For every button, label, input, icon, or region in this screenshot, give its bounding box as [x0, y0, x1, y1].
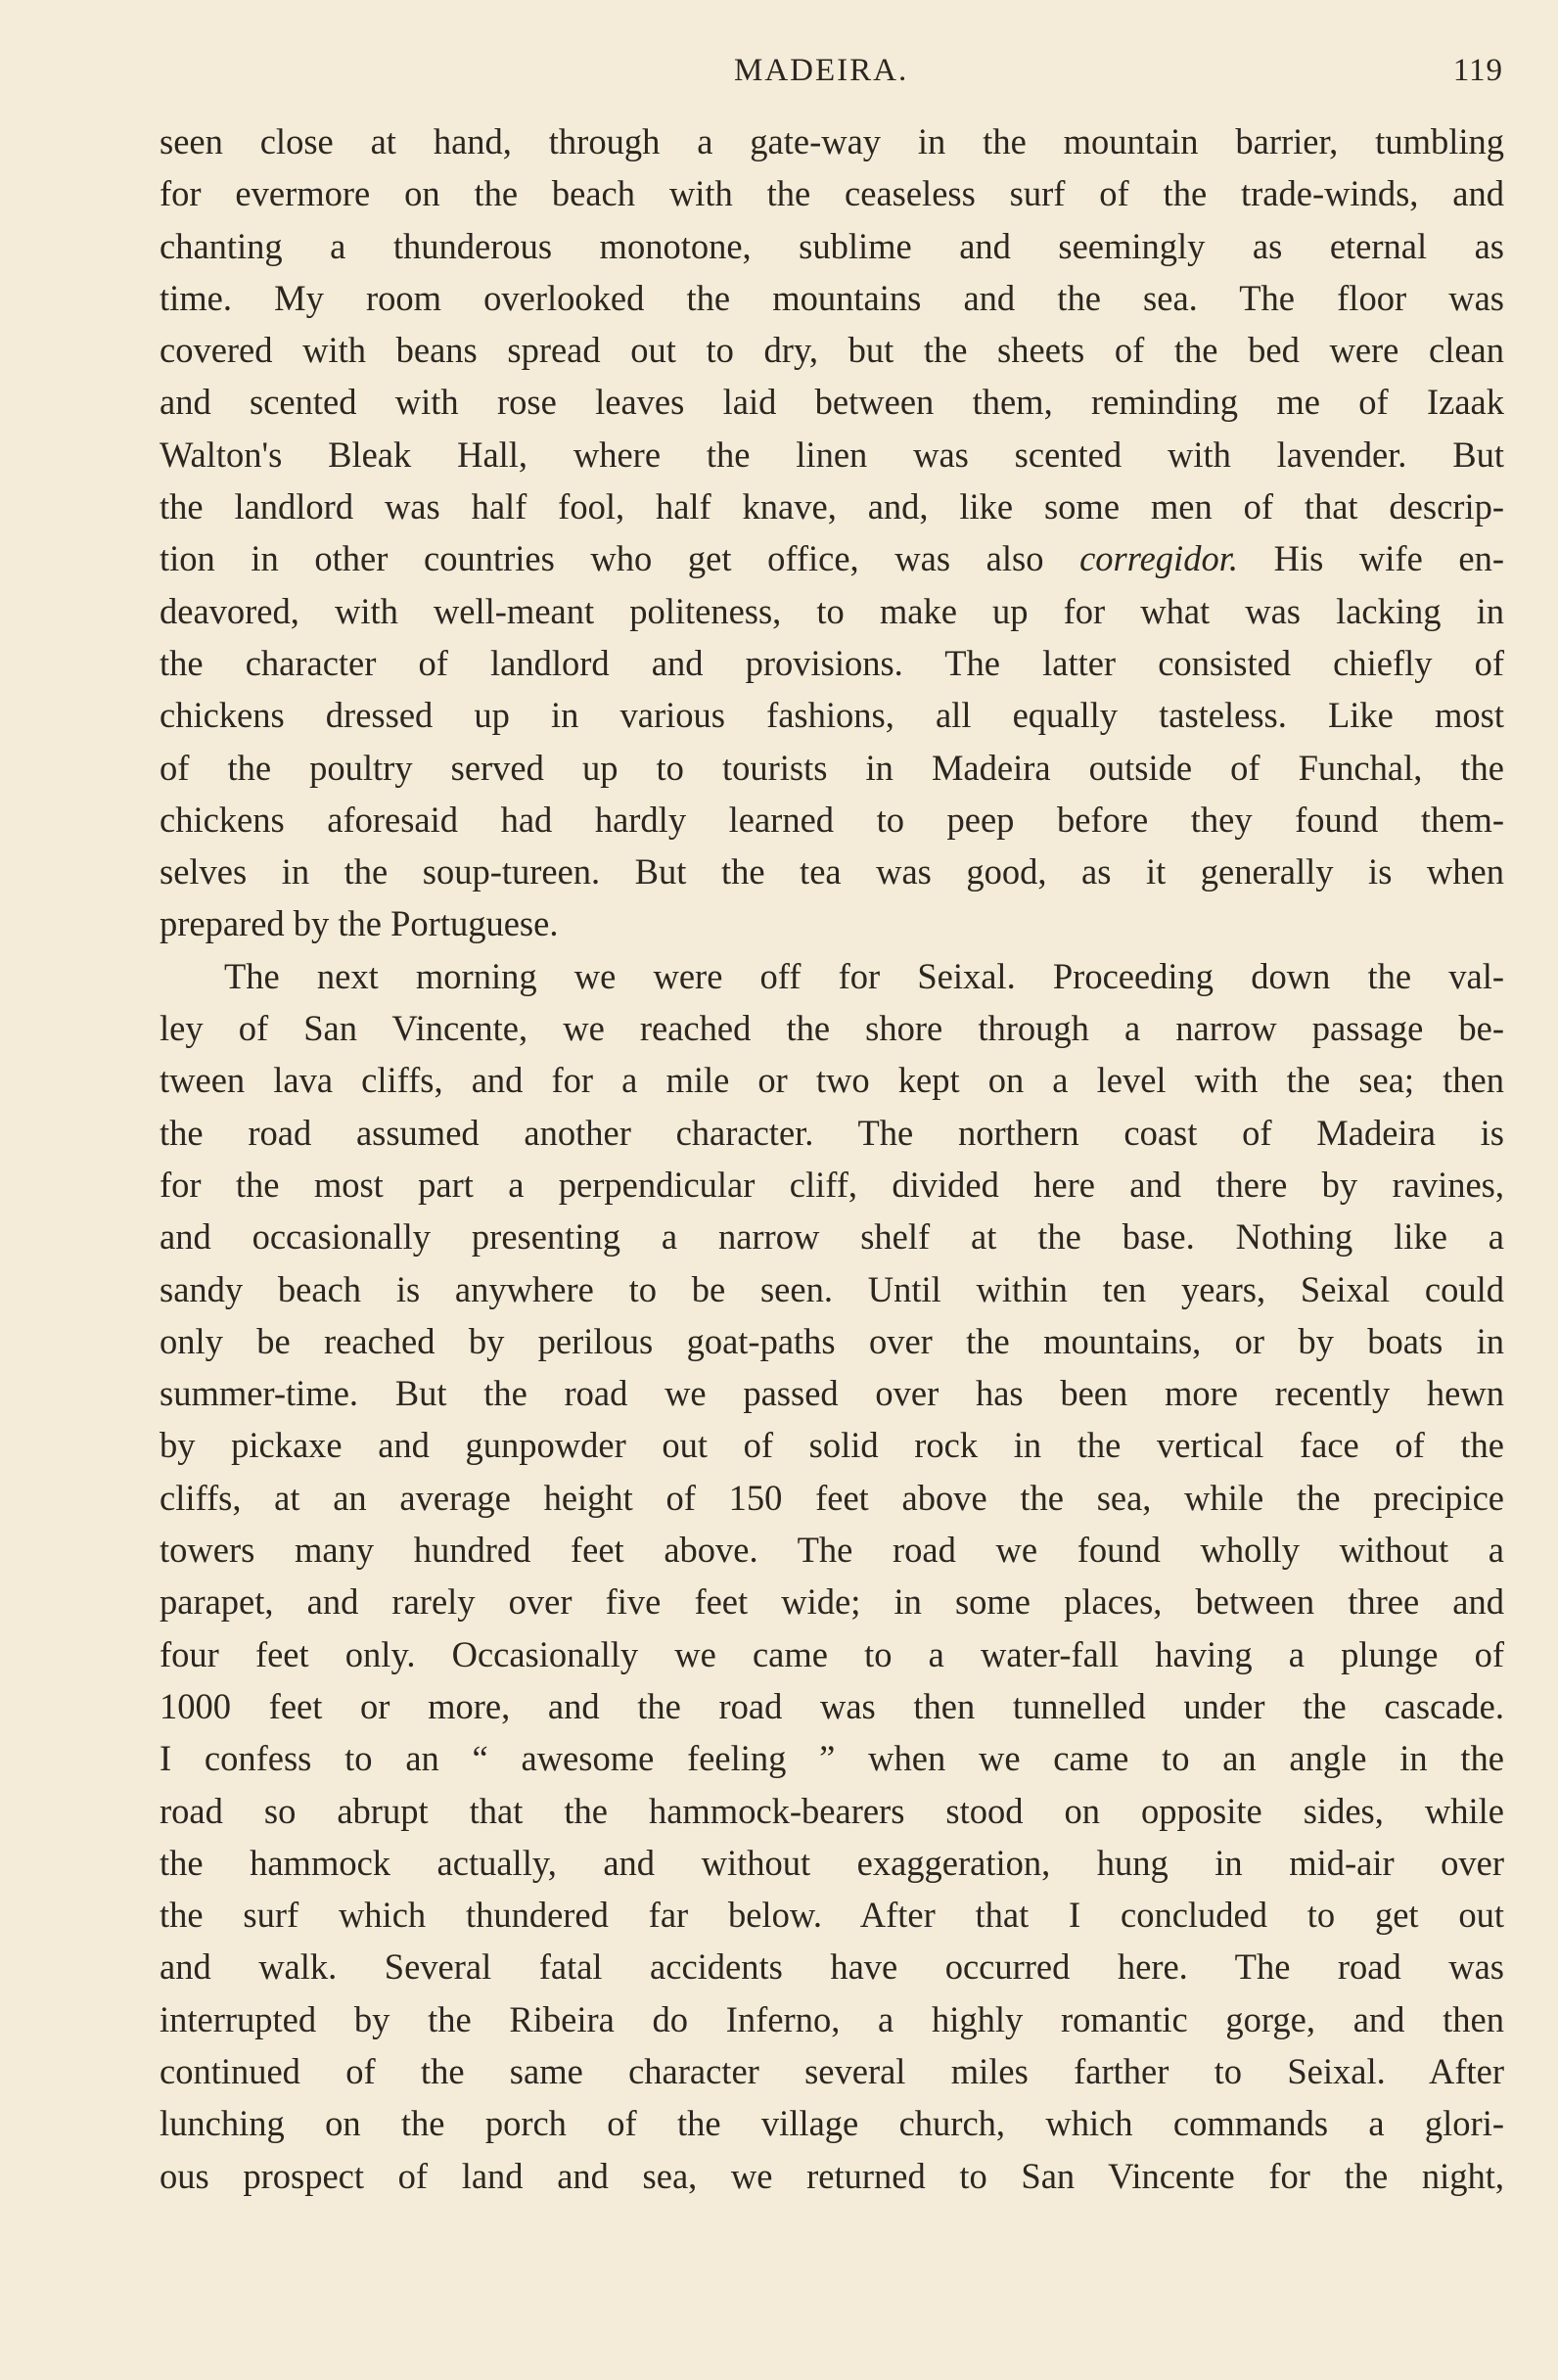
page-number: 119	[1452, 53, 1503, 88]
text-line: the landlord was half fool, half knave, and, like some men of that descrip-	[160, 486, 1504, 527]
text-line: sandy beach is anywhere to be seen. Until within ten years, Seixal could	[160, 1268, 1504, 1309]
text-line: only be reached by perilous goat-paths over the mountains, or by boats in	[160, 1320, 1504, 1361]
text-line: The next morning we were off for Seixal. Proceeding down the val-	[224, 955, 1504, 996]
text-line: the surf which thundered far below. After that I concluded to get out	[160, 1895, 1504, 1936]
text-line: interrupted by the Ribeira do Inferno, a highly romantic gorge, and then	[160, 1998, 1504, 2039]
text-line: seen close at hand, through a gate-way in the mountain barrier, tumbling	[160, 121, 1504, 161]
text-segment: tion in other countries who get office, was also	[160, 538, 1080, 579]
text-line: four feet only. Occasionally we came to a water-fall having a plunge of	[160, 1633, 1504, 1674]
text-line: selves in the soup-tureen. But the tea was good, as it generally is when	[160, 851, 1504, 892]
text-line: 1000 feet or more, and the road was then tunnelled under the cascade.	[160, 1685, 1504, 1726]
text-line: and walk. Several fatal accidents have occurred here. The road was	[160, 1946, 1504, 1988]
text-line: for evermore on the beach with the ceaseless surf of the trade-winds, and	[160, 173, 1504, 214]
text-line: deavored, with well-meant politeness, to make up for what was lacking in	[160, 590, 1504, 631]
text-line: road so abrupt that the hammock-bearers stood on opposite sides, while	[160, 1790, 1504, 1831]
text-line	[160, 532, 1504, 584]
text-line: prepared by the Portuguese.	[160, 903, 559, 944]
text-line: chickens dressed up in various fashions, all equally tasteless. Like most	[160, 695, 1504, 736]
text-line: of the poultry served up to tourists in Madeira outside of Funchal, the	[160, 747, 1504, 788]
text-line: by pickaxe and gunpowder out of solid rock in the vertical face of the	[160, 1425, 1504, 1466]
text-line: the character of landlord and provisions. The latter consisted chiefly of	[160, 642, 1504, 683]
text-line: for the most part a perpendicular cliff, divided here and there by ravines,	[160, 1164, 1504, 1205]
text-line: parapet, and rarely over five feet wide; in some places, between three and	[160, 1581, 1504, 1623]
text-line: the road assumed another character. The northern coast of Madeira is	[160, 1112, 1504, 1153]
text-line: towers many hundred feet above. The road we found wholly without a	[160, 1530, 1504, 1571]
text-line: cliffs, at an average height of 150 feet above the sea, while the precipice	[160, 1477, 1504, 1518]
text-line: and occasionally presenting a narrow shelf at the base. Nothing like a	[160, 1216, 1504, 1258]
text-segment: His wife en-	[1237, 538, 1504, 579]
text-line: Walton's Bleak Hall, where the linen was scented with lavender. But	[160, 434, 1504, 475]
italic-term: corregidor.	[1079, 538, 1238, 579]
text-line: ous prospect of land and sea, we returned to San Vincente for the night,	[160, 2155, 1504, 2196]
body-text	[160, 115, 1504, 2202]
text-line: covered with beans spread out to dry, but the sheets of the bed were clean	[160, 330, 1504, 371]
text-line: ley of San Vincente, we reached the shore through a narrow passage be-	[160, 1008, 1504, 1049]
text-line: chanting a thunderous monotone, sublime and seemingly as eternal as	[160, 225, 1504, 266]
text-line: continued of the same character several miles farther to Seixal. After	[160, 2050, 1504, 2091]
text-line: and scented with rose leaves laid between them, reminding me of Izaak	[160, 382, 1504, 423]
text-line: lunching on the porch of the village church, which commands a glori-	[160, 2103, 1504, 2144]
running-head	[157, 47, 1503, 94]
text-line: tween lava cliffs, and for a mile or two kept on a level with the sea; then	[160, 1060, 1504, 1101]
text-line: I confess to an “ awesome feeling ” when we came to an angle in the	[160, 1738, 1504, 1779]
text-line: time. My room overlooked the mountains and the sea. The floor was	[160, 277, 1504, 318]
text-line: the hammock actually, and without exaggeration, hung in mid-air over	[160, 1842, 1504, 1883]
text-line: chickens aforesaid had hardly learned to peep before they found them-	[160, 799, 1504, 840]
running-title: MADEIRA.	[734, 53, 909, 88]
text-line: summer-time. But the road we passed over has been more recently hewn	[160, 1373, 1504, 1414]
